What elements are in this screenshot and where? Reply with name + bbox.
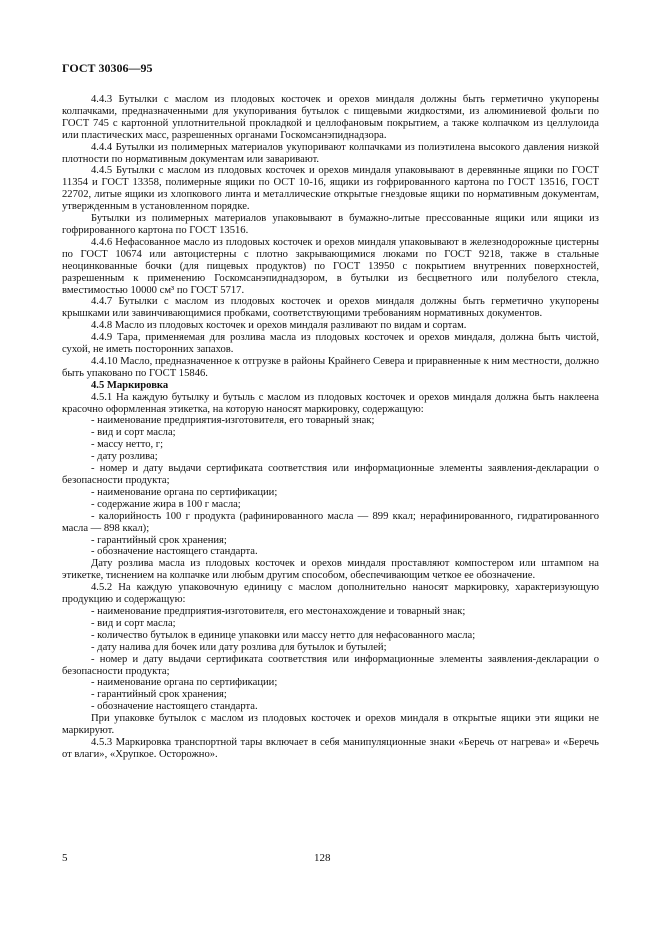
list-item: - количество бутылок в единице упаковки или массу нетто для нефасованного масла;: [91, 629, 476, 641]
body-text: [62, 94, 599, 761]
list-item: - дату розлива;: [91, 451, 158, 463]
paragraph: 4.4.8 Масло из плодовых косточек и орехов миндаля разливают по видам и сортам.: [91, 320, 467, 332]
paragraph: При упаковке бутылок с маслом из плодовых косточек и орехов миндаля в открытые ящики эти ящики не маркируют.: [62, 713, 599, 737]
document-header: ГОСТ 30306—95: [62, 61, 153, 75]
list-item: - вид и сорт масла;: [91, 427, 176, 439]
paragraph: Дату розлива масла из плодовых косточек и орехов миндаля проставляют компостером или штампом на этикетке, тиснением на колпачке или любым другим способом, обеспечивающим четкое ее обозначение.: [62, 558, 599, 582]
list-item: - обозначение настоящего стандарта.: [91, 546, 258, 558]
paragraph: 4.4.7 Бутылки с маслом из плодовых косточек и орехов миндаля должны быть герметично укупорены крышками или завинчивающимися пробками, соответствующими требованиям нормативных документов.: [62, 296, 599, 320]
paragraph: 4.5.1 На каждую бутылку и бутыль с маслом из плодовых косточек и орехов миндаля должна быть наклеена красочно оформленная этикетка, на которую наносят маркировку, содержащую:: [62, 391, 599, 415]
list-item: - наименование предприятия-изготовителя, его местонахождение и товарный знак;: [91, 605, 466, 617]
paragraph: 4.4.9 Тара, применяемая для розлива масла из плодовых косточек и орехов миндаля, должна быть чистой, сухой, не иметь посторонних запахов.: [62, 332, 599, 356]
list-item: - наименование органа по сертификации;: [91, 486, 278, 498]
list-item: - наименование предприятия-изготовителя, его товарный знак;: [91, 415, 375, 427]
paragraph: Бутылки из полимерных материалов упаковывают в бумажно-литые прессованные ящики или ящики из гофрированного картона по ГОСТ 13516.: [62, 213, 599, 236]
list-item: - номер и дату выдачи сертификата соответствия или информационные элементы заявления-декларации о безопасности продукта;: [62, 463, 599, 486]
paragraph: 4.5.3 Маркировка транспортной тары включает в себя манипуляционные знаки «Беречь от нагрева» и «Беречь от влаги», «Хрупкое. Осторожно».: [62, 736, 599, 760]
paragraph: 4.4.3 Бутылки с маслом из плодовых косточек и орехов миндаля должны быть герметично укупорены колпачками, предназначенными для укупоривания бутылок с пищевыми жидкостями, из алюминиевой фольги по ГОСТ 745 с картонной уплотнительной прокладкой и целлофановым покрытием, а также колпачком из целлулоида или пластических масс, разрешенных органами Госкомсанэпиднадзора.: [62, 94, 599, 141]
list-item: - вид и сорт масла;: [91, 617, 176, 629]
list-item: - наименование органа по сертификации;: [91, 677, 278, 689]
list-item: - гарантийный срок хранения;: [91, 689, 227, 701]
list-item: - дату налива для бочек или дату розлива для бутылок и бутылей;: [91, 641, 387, 653]
page-number-center: 128: [314, 852, 331, 864]
paragraph: 4.4.4 Бутылки из полимерных материалов укупоривают колпачками из полиэтилена высокого давления низкой плотности по нормативным документам или заваривают.: [62, 141, 599, 165]
paragraph: 4.5.2 На каждую упаковочную единицу с маслом дополнительно наносят маркировку, характеризующую продукцию и содержащую:: [62, 582, 599, 606]
page-number-left: 5: [62, 852, 68, 864]
section-heading: 4.5 Маркировка: [91, 379, 169, 391]
list-item: - обозначение настоящего стандарта.: [91, 701, 258, 713]
list-item: - калорийность 100 г продукта (рафинированного масла — 899 ккал; нерафинированного, гидратированного масла — 898 ккал);: [62, 510, 599, 534]
list-item: - гарантийный срок хранения;: [91, 534, 227, 546]
paragraph: 4.4.6 Нефасованное масло из плодовых косточек и орехов миндаля упаковывают в железнодорожные цистерны по ГОСТ 10674 или автоцистерны с плотно закрывающимися люками по ГОСТ 9218, также в стальные неоцинкованные бочки (для пищевых продуктов) по ГОСТ 13950 с покрытием внутренних поверхностей, разрешенным к применению Госкомсанэпиднадзором, в бутылки из бесцветного или полубелого стекла, вместимостью 10000 см³ по ГОСТ 5717.: [62, 236, 599, 296]
list-item: - содержание жира в 100 г масла;: [91, 498, 241, 510]
paragraph: 4.4.5 Бутылки с маслом из плодовых косточек и орехов миндаля упаковывают в деревянные ящики по ГОСТ 11354 и ГОСТ 13358, полимерные ящики по ОСТ 10-16, ящики из гофрированного картона по ГОСТ 13516, ГОСТ 22702, литые ящики из хлопкового линта и металлические открытые гнездовые ящики по нормативным документам, утвержденным в установленном порядке.: [62, 165, 599, 213]
list-item: - номер и дату выдачи сертификата соответствия или информационные элементы заявления-декларации о безопасности продукта;: [62, 653, 599, 677]
paragraph: 4.4.10 Масло, предназначенное к отгрузке в районы Крайнего Севера и приравненные к ним местности, должно быть упаковано по ГОСТ 15846.: [62, 355, 599, 379]
list-item: - массу нетто, г;: [91, 439, 164, 451]
